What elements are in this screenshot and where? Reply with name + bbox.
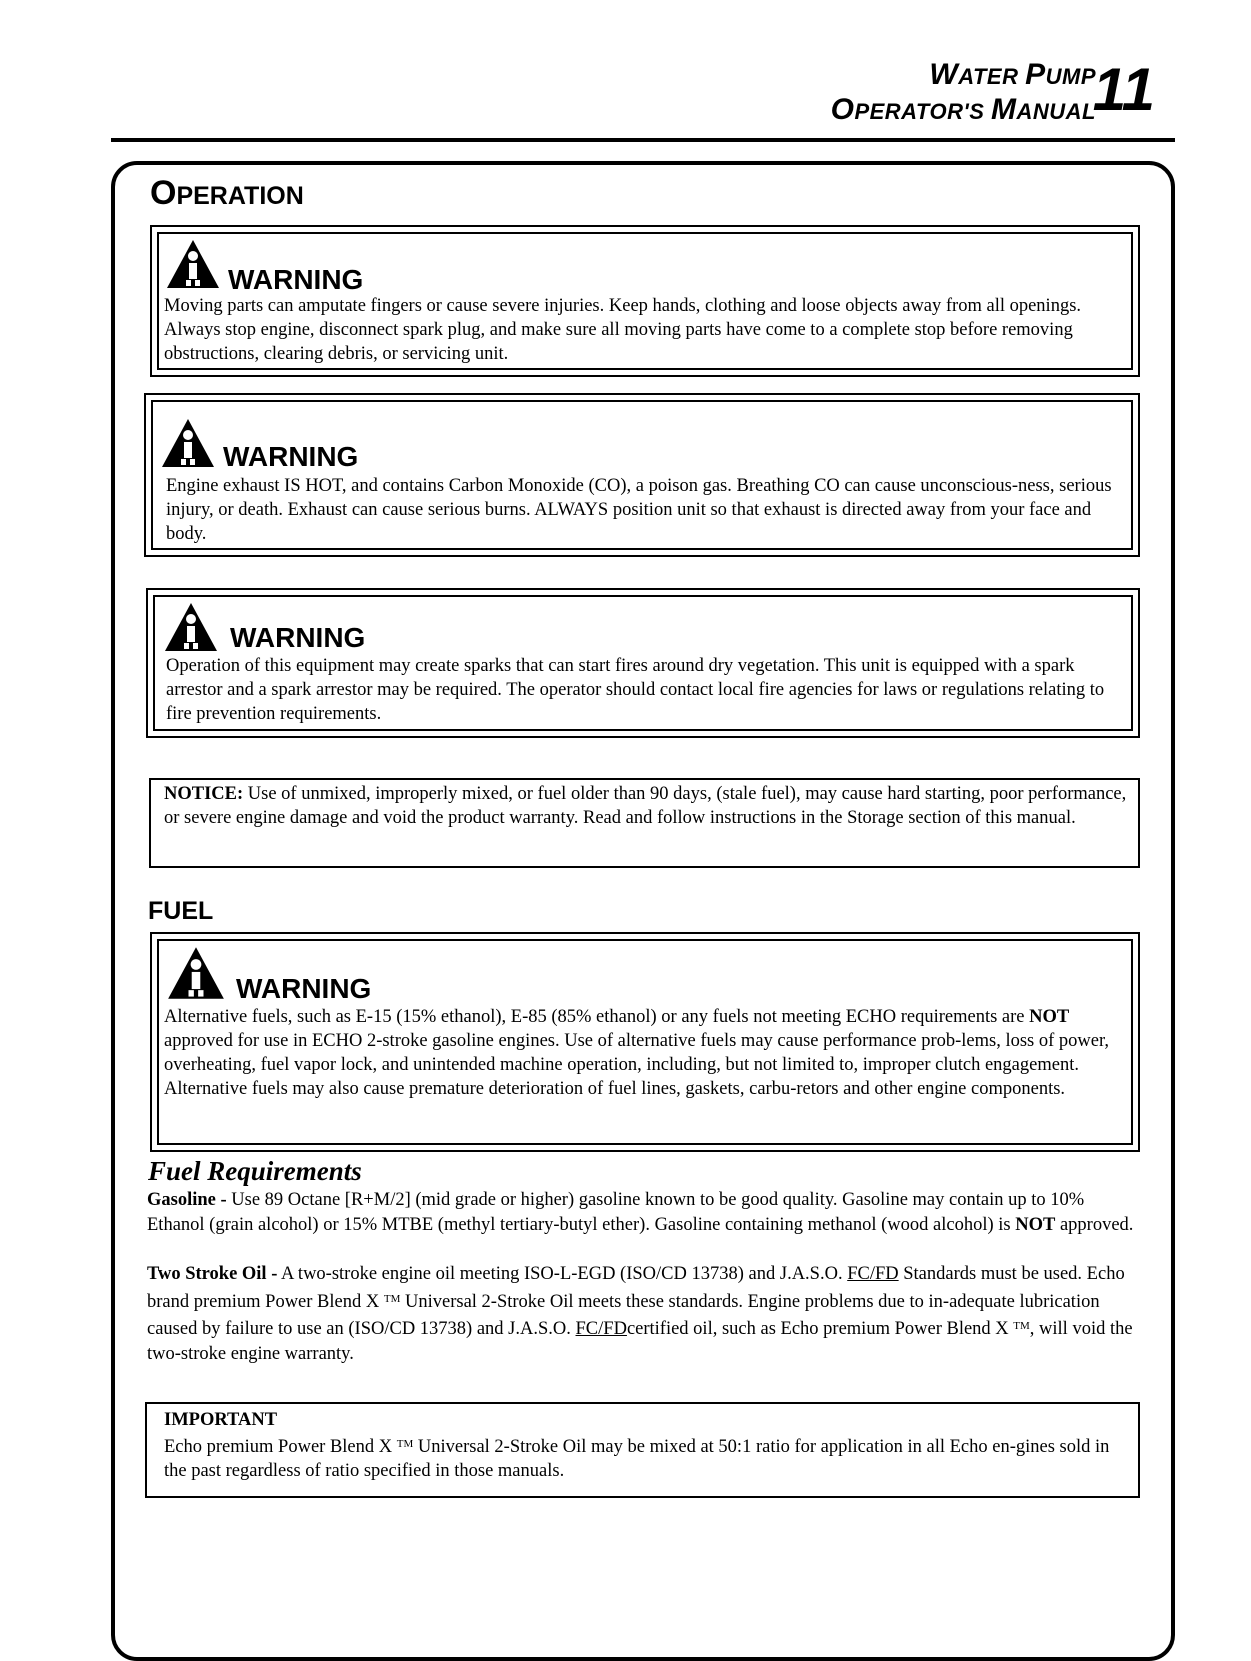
- oil-text-d: certified oil, such as Echo premium Power Blend X: [626, 1319, 1014, 1339]
- fuel-warning-text-a: Alternative fuels, such as E-15 (15% ethanol), E-85 (85% ethanol) or any fuels not meeting ECHO requirements are: [164, 1007, 1030, 1027]
- important-text: [164, 1432, 1130, 1483]
- header-rule: [111, 138, 1175, 142]
- fuel-requirements-heading: Fuel Requirements: [148, 1156, 362, 1186]
- gasoline-text-a: Use 89 Octane [R+M/2] (mid grade or higher) gasoline known to be good quality. Gasoline may contain up to 10% Ethanol (grain alcohol) or 15% MTBE (methyl tertiary-butyl ether). Gasoline containing methanol (wood alcohol) is: [147, 1190, 1085, 1235]
- section-title: OPERATION: [150, 174, 304, 212]
- warning-person-icon: [163, 601, 219, 653]
- oil-text-a: A two-stroke engine oil meeting ISO-L-EGD (ISO/CD 13738) and J.A.S.O.: [277, 1264, 848, 1284]
- warning-title: WARNING: [230, 622, 366, 653]
- warning-title: WARNING: [236, 973, 372, 1004]
- fuel-warning-not: NOT: [1029, 1007, 1070, 1027]
- warning-text: Operation of this equipment may create sparks that can start fires around dry vegetation. This unit is equipped with a spark arrestor and a spark arrestor may be required. The operator should contact local fire agencies for laws or regulations relating to fire prevention requirements.: [166, 656, 1105, 724]
- fuel-warning-text-b: approved for use in ECHO 2-stroke gasoline engines. Use of alternative fuels may cause performance prob-lems, loss of power, overheating, fuel vapor lock, and unintended machine operation, including, but not limited to, improper clutch engagement. Alternative fuels may also cause premature deterioration of fuel lines, gaskets, carbu-retors and other engine components.: [164, 1031, 1110, 1099]
- warning-title: WARNING: [223, 441, 359, 472]
- oil-text-e: , will void the two-stroke engine warranty.: [147, 1319, 1133, 1364]
- trademark-mark: TM: [383, 1292, 401, 1305]
- gasoline-paragraph: [147, 1188, 1140, 1237]
- warning-text: Engine exhaust IS HOT, and contains Carbon Monoxide (CO), a poison gas. Breathing CO can cause unconscious-ness, serious injury, or death. Exhaust can cause serious burns. ALWAYS position unit so that exhaust is directed away from your face and body.: [166, 476, 1112, 544]
- gasoline-not: NOT: [1015, 1214, 1056, 1235]
- important-content: [164, 1408, 1130, 1483]
- warning-person-icon: [165, 238, 221, 290]
- oil-label: Two Stroke Oil -: [147, 1264, 278, 1284]
- trademark-mark: TM: [1013, 1320, 1030, 1332]
- oil-text-b: Standards must be used. Echo brand premium Power Blend X: [147, 1264, 1125, 1312]
- manual-title-line1: WATER PUMP: [929, 58, 1096, 91]
- important-label: IMPORTANT: [164, 1410, 278, 1430]
- fc-fd-link: FC/FD: [847, 1264, 899, 1284]
- trademark-mark: TM: [396, 1438, 414, 1450]
- oil-text-c: Universal 2-Stroke Oil meets these standards. Engine problems due to in-adequate lubrication caused by failure to use an (ISO/CD 13738) and J.A.S.O.: [147, 1291, 1100, 1339]
- gasoline-text-b: approved.: [1055, 1214, 1134, 1235]
- notice-label: NOTICE:: [164, 784, 244, 804]
- warning-person-icon: [166, 945, 226, 1001]
- manual-title: [831, 58, 1096, 128]
- fuel-heading: FUEL: [148, 897, 214, 925]
- warning-title: WARNING: [228, 264, 364, 295]
- page-number: 11: [1092, 56, 1155, 123]
- notice-body: Use of unmixed, improperly mixed, or fuel older than 90 days, (stale fuel), may cause hard starting, poor performance, or severe engine damage and void the product warranty. Read and follow instructions in the Storage section of this manual.: [164, 784, 1127, 828]
- gasoline-label: Gasoline -: [147, 1190, 227, 1210]
- notice-text: [164, 782, 1132, 830]
- warning-person-icon: [160, 417, 216, 469]
- fc-fd-link: FC/FD: [575, 1319, 627, 1339]
- manual-title-line2: OPERATOR'S MANUAL: [830, 93, 1096, 126]
- oil-paragraph: [147, 1262, 1140, 1366]
- important-text-a: Echo premium Power Blend X: [164, 1437, 397, 1457]
- important-text-b: Universal 2-Stroke Oil may be mixed at 50:1 ratio for application in all Echo en-gines sold in the past regardless of ratio specified in those manuals.: [164, 1437, 1110, 1481]
- warning-text: [164, 1005, 1128, 1101]
- warning-text: Moving parts can amputate fingers or cause severe injuries. Keep hands, clothing and loose objects away from all openings. Always stop engine, disconnect spark plug, and make sure all moving parts have come to a complete stop before removing obstructions, clearing debris, or servicing unit.: [164, 296, 1082, 364]
